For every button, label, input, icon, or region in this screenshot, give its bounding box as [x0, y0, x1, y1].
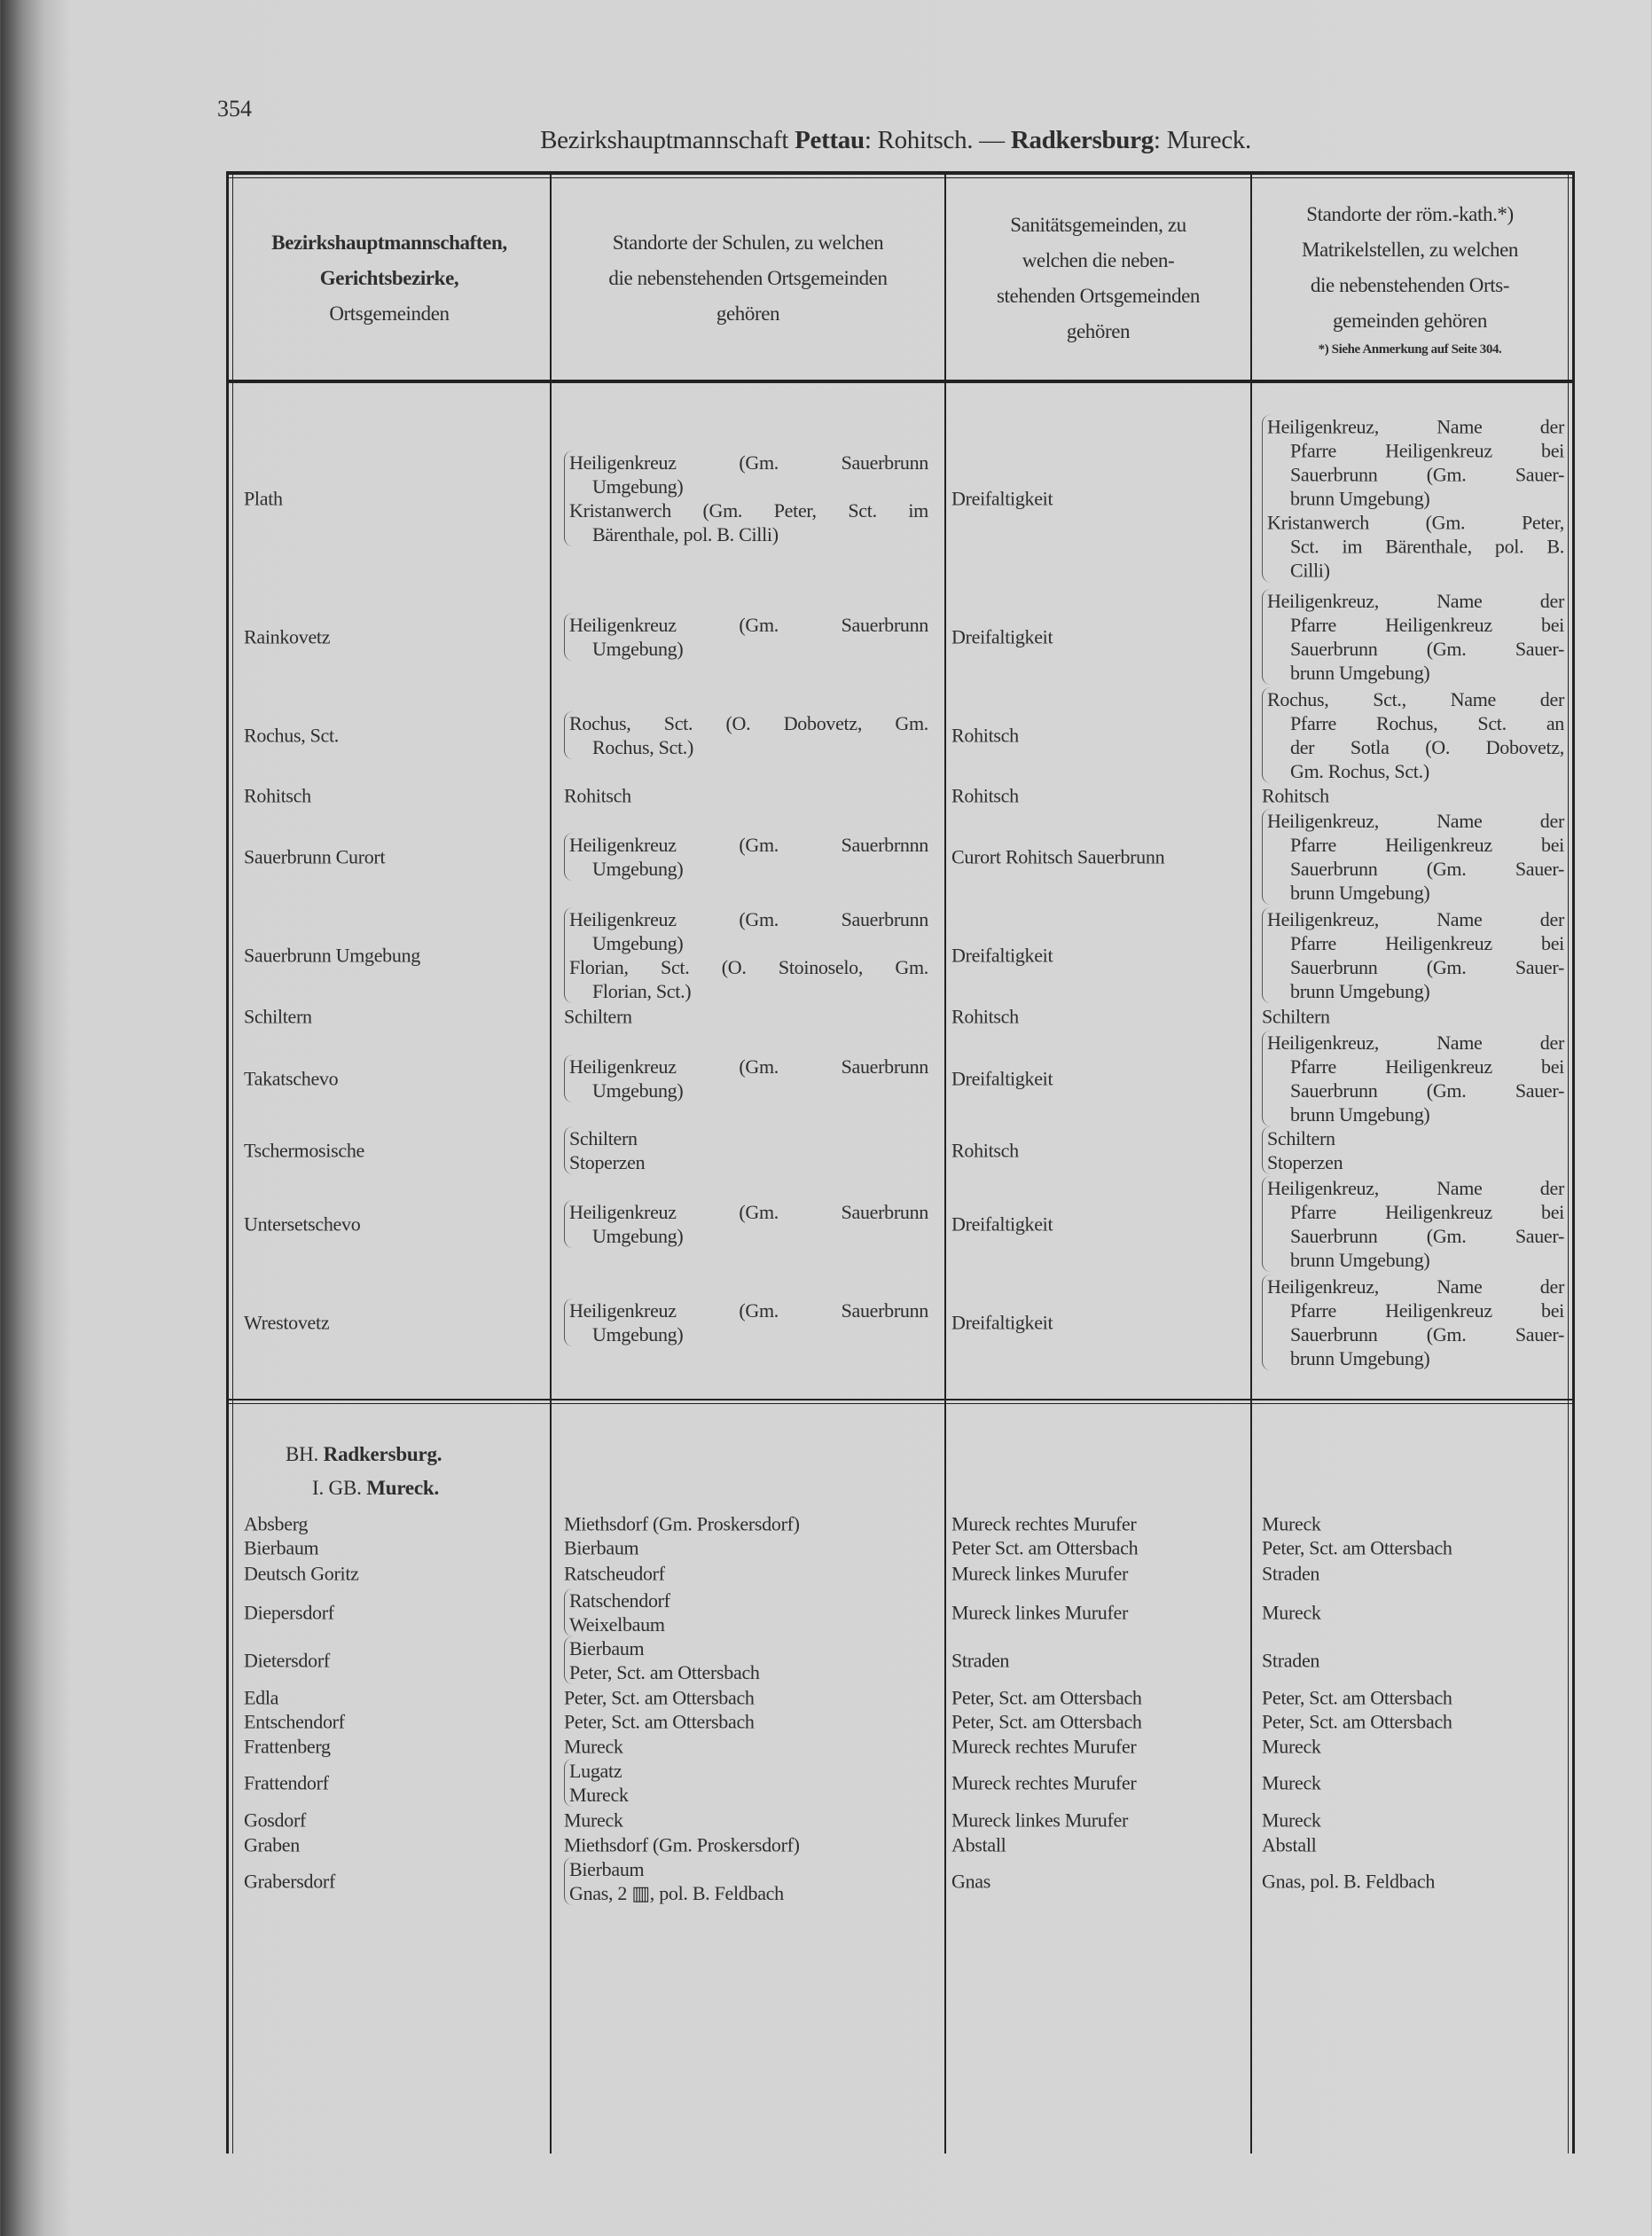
sanitary-line: Rohitsch	[951, 1005, 1019, 1028]
sanitary-line: Peter, Sct. am Ottersbach	[951, 1686, 1142, 1709]
schools-cell	[564, 833, 928, 881]
row-name: Gosdorf	[244, 1808, 307, 1832]
parish-line: brunn Umgebung)	[1290, 1249, 1430, 1271]
schools-line: Heiligenkreuz (Gm. Sauerbrunn	[569, 1299, 928, 1322]
schools-line: Mureck	[564, 1735, 623, 1758]
schools-line: Heiligenkreuz (Gm. Sauerbrnnn	[569, 834, 928, 856]
schools-line: Bierbaum	[569, 1858, 645, 1880]
sanitary-cell	[951, 625, 1053, 649]
row-name: Sauerbrunn Curort	[244, 845, 386, 868]
sanitary-cell	[951, 724, 1019, 748]
sanitary-cell	[951, 1601, 1128, 1625]
sanitary-cell	[951, 784, 1019, 808]
parish-line: Peter, Sct. am Ottersbach	[1262, 1536, 1452, 1559]
row-name: Schiltern	[244, 1005, 312, 1028]
sanitary-line: Mureck linkes Murufer	[951, 1601, 1128, 1624]
schools-line: Umgebung)	[592, 638, 684, 660]
header-line: Ortsgemeinden	[329, 302, 450, 325]
sanitary-cell	[951, 1771, 1136, 1795]
parish-line: der Sotla (O. Dobovetz,	[1290, 736, 1564, 758]
parish-line: Heiligenkreuz, Name der	[1267, 908, 1564, 930]
header-line: Matrikelstellen, zu welchen	[1301, 239, 1519, 261]
sanitary-line: Dreifaltigkeit	[951, 944, 1053, 967]
table-right-rule-thin	[1568, 171, 1569, 2154]
schools-cell	[564, 1686, 755, 1710]
schools-line: Peter, Sct. am Ottersbach	[564, 1710, 755, 1733]
parish-line: Peter, Sct. am Ottersbach	[1262, 1686, 1452, 1709]
schools-line: Ratscheudorf	[564, 1562, 665, 1585]
schools-line: Rohitsch	[564, 784, 631, 807]
header-line: welchen die neben-	[1022, 249, 1175, 271]
schools-line: Kristanwerch (Gm. Peter, Sct. im	[569, 499, 928, 522]
sanitary-line: Straden	[951, 1649, 1010, 1672]
row-name: Deutsch Goritz	[244, 1562, 359, 1585]
row-name: Edla	[244, 1686, 279, 1709]
district-prefix: BH.	[286, 1443, 324, 1465]
sanitary-cell	[951, 1067, 1053, 1091]
parish-cell	[1262, 1735, 1321, 1759]
parish-cell	[1262, 1536, 1452, 1560]
sanitary-line: Peter, Sct. am Ottersbach	[951, 1710, 1142, 1733]
parish-line: Schiltern	[1267, 1127, 1335, 1149]
schools-cell	[564, 1200, 928, 1248]
schools-cell	[564, 1126, 928, 1174]
sanitary-line: Mureck rechtes Murufer	[951, 1735, 1137, 1758]
district-name: Radkersburg.	[323, 1443, 442, 1465]
parish-cell	[1262, 1562, 1319, 1586]
header-bottom-rule	[226, 380, 1574, 383]
row-name: Tschermosische	[244, 1139, 364, 1162]
header-footnote: *) Siehe Anmerkung auf Seite 304.	[1318, 342, 1502, 357]
parish-line: Sauerbrunn (Gm. Sauer-	[1290, 1079, 1564, 1102]
schools-line: Ratschendorf	[569, 1589, 670, 1612]
sanitary-line: Dreifaltigkeit	[951, 1311, 1053, 1334]
parish-line: brunn Umgebung)	[1290, 980, 1430, 1002]
parish-line: Stoperzen	[1267, 1151, 1343, 1173]
parish-line: Heiligenkreuz, Name der	[1267, 1177, 1564, 1199]
schools-line: Heiligenkreuz (Gm. Sauerbrunn	[569, 1055, 928, 1078]
sanitary-line: Curort Rohitsch Sauerbrunn	[951, 845, 1165, 868]
section-rule-thin	[226, 1403, 1574, 1404]
sanitary-cell	[951, 1139, 1019, 1163]
parish-line: Pfarre Heiligenkreuz bei	[1290, 439, 1564, 462]
title-pettau: Pettau	[795, 126, 865, 154]
parish-line: Sauerbrunn (Gm. Sauer-	[1290, 638, 1564, 660]
sanitary-line: Abstall	[951, 1833, 1006, 1856]
schools-cell	[564, 1298, 928, 1346]
parish-cell	[1262, 1126, 1564, 1174]
header-line: gemeinden gehören	[1333, 310, 1487, 332]
parish-cell	[1262, 1512, 1321, 1536]
parish-line: Mureck	[1262, 1735, 1321, 1758]
sanitary-line: Dreifaltigkeit	[951, 1067, 1053, 1090]
schools-cell	[564, 711, 928, 759]
sanitary-cell	[951, 1212, 1053, 1236]
parish-cell	[1262, 1710, 1452, 1734]
section-rule	[226, 1399, 1574, 1400]
schools-line: Umgebung)	[592, 858, 684, 880]
parish-line: brunn Umgebung)	[1290, 487, 1430, 510]
sanitary-line: Rohitsch	[951, 1139, 1019, 1162]
sanitary-cell	[951, 1710, 1142, 1734]
schools-line: Rochus, Sct. (O. Dobovetz, Gm.	[569, 712, 928, 734]
parish-line: Rochus, Sct., Name der	[1267, 688, 1564, 710]
row-name: Frattenberg	[244, 1735, 331, 1758]
sanitary-cell	[951, 487, 1053, 511]
schools-line: Heiligenkreuz (Gm. Sauerbrunn	[569, 1201, 928, 1223]
schools-line: Mureck	[569, 1784, 629, 1806]
running-title	[0, 126, 1652, 155]
row-name: Dietersdorf	[244, 1649, 330, 1672]
court-heading	[312, 1477, 439, 1500]
parish-cell	[1262, 784, 1329, 808]
table-left-rule-thin	[232, 171, 233, 2154]
parish-cell	[1262, 1275, 1564, 1370]
parish-line: Mureck	[1262, 1601, 1321, 1624]
sanitary-cell	[951, 1536, 1138, 1560]
schools-line: Florian, Sct. (O. Stoinoselo, Gm.	[569, 956, 928, 978]
table-top-rule	[226, 171, 1574, 175]
title-end: : Mureck.	[1153, 126, 1251, 154]
column-rule	[550, 175, 552, 2154]
schools-cell	[564, 1710, 755, 1734]
sanitary-line: Mureck rechtes Murufer	[951, 1771, 1137, 1794]
parish-line: Pfarre Heiligenkreuz bei	[1290, 1299, 1564, 1322]
row-name: Untersetschevo	[244, 1212, 361, 1236]
parish-line: Cilli)	[1290, 559, 1330, 582]
schools-line: Peter, Sct. am Ottersbach	[569, 1661, 760, 1683]
schools-cell	[564, 1589, 928, 1636]
parish-line: Mureck	[1262, 1512, 1321, 1535]
parish-cell	[1262, 415, 1564, 583]
parish-line: Pfarre Heiligenkreuz bei	[1290, 1201, 1564, 1223]
parish-cell	[1262, 1808, 1321, 1832]
schools-line: Bierbaum	[569, 1637, 645, 1659]
schools-cell	[564, 1808, 623, 1832]
row-name: Plath	[244, 487, 283, 510]
parish-line: Heiligenkreuz, Name der	[1267, 590, 1564, 612]
schools-cell	[564, 1536, 638, 1560]
parish-line: Straden	[1262, 1562, 1320, 1585]
page-number: 354	[217, 96, 252, 122]
sanitary-line: Gnas	[951, 1870, 991, 1893]
schools-cell	[564, 1833, 800, 1857]
header-line: Bezirkshauptmannschaften,	[271, 231, 507, 254]
parish-cell	[1262, 1771, 1321, 1795]
schools-line: Weixelbaum	[569, 1613, 665, 1636]
parish-line: Heiligenkreuz, Name der	[1267, 1275, 1564, 1298]
parish-cell	[1262, 1005, 1330, 1029]
header-line: die nebenstehenden Ortsgemeinden	[608, 267, 888, 289]
column-rule	[944, 175, 946, 2154]
sanitary-line: Dreifaltigkeit	[951, 1212, 1053, 1236]
parish-cell	[1262, 1870, 1435, 1894]
header-line: stehenden Ortsgemeinden	[996, 285, 1201, 307]
parish-cell	[1262, 809, 1564, 905]
court-prefix: I. GB.	[312, 1477, 367, 1499]
parish-cell	[1262, 687, 1564, 783]
schools-line: Heiligenkreuz (Gm. Sauerbrunn	[569, 614, 928, 636]
sanitary-line: Dreifaltigkeit	[951, 487, 1053, 510]
parish-line: Sct. im Bärenthale, pol. B.	[1290, 535, 1564, 558]
schools-line: Gnas, 2 ▥, pol. B. Feldbach	[569, 1882, 784, 1904]
sanitary-line: Rohitsch	[951, 724, 1019, 747]
row-name: Grabersdorf	[244, 1870, 335, 1893]
header-line: Sanitätsgemeinden, zu	[1010, 214, 1186, 236]
parish-line: Pfarre Heiligenkreuz bei	[1290, 1055, 1564, 1078]
schools-cell	[564, 1759, 928, 1807]
header-col-parish	[1252, 177, 1568, 380]
schools-cell	[564, 613, 928, 661]
parish-cell	[1262, 1031, 1564, 1126]
sanitary-cell	[951, 1870, 990, 1894]
schools-line: Peter, Sct. am Ottersbach	[564, 1686, 755, 1709]
schools-line: Mureck	[564, 1808, 623, 1832]
header-col-sanitary	[946, 177, 1250, 380]
parish-line: Sauerbrunn (Gm. Sauer-	[1290, 463, 1564, 486]
parish-line: Heiligenkreuz, Name der	[1267, 415, 1564, 438]
sanitary-line: Rohitsch	[951, 784, 1019, 807]
row-name: Wrestovetz	[244, 1311, 330, 1334]
schools-line: Miethsdorf (Gm. Proskersdorf)	[564, 1833, 800, 1856]
schools-cell	[564, 784, 631, 808]
header-line: gehören	[1066, 320, 1131, 342]
parish-line: Peter, Sct. am Ottersbach	[1262, 1710, 1452, 1733]
schools-line: Umgebung)	[592, 1323, 684, 1346]
row-name: Entschendorf	[244, 1710, 345, 1733]
court-name: Mureck.	[366, 1477, 440, 1499]
title-mid: : Rohitsch. —	[864, 126, 1011, 154]
row-name: Frattendorf	[244, 1771, 329, 1794]
parish-line: Gm. Rochus, Sct.)	[1290, 760, 1429, 782]
schools-cell	[564, 1055, 928, 1102]
sanitary-cell	[951, 1649, 1009, 1673]
parish-line: Mureck	[1262, 1771, 1321, 1794]
parish-cell	[1262, 1649, 1319, 1673]
schools-cell	[564, 1512, 800, 1536]
header-line: Standorte der Schulen, zu welchen	[612, 231, 884, 254]
sanitary-line: Mureck linkes Murufer	[951, 1562, 1128, 1585]
sanitary-line: Mureck linkes Murufer	[951, 1808, 1128, 1832]
row-name: Rohitsch	[244, 784, 311, 807]
sanitary-cell	[951, 1512, 1136, 1536]
schools-cell	[564, 1005, 632, 1029]
parish-line: Rohitsch	[1262, 784, 1329, 807]
header-line: die nebenstehenden Orts-	[1310, 274, 1510, 296]
schools-line: Umgebung)	[592, 475, 684, 498]
row-name: Absberg	[244, 1512, 309, 1535]
header-col-schools	[552, 177, 944, 380]
schools-line: Heiligenkreuz (Gm. Sauerbrunn	[569, 908, 928, 930]
table-left-rule	[226, 171, 229, 2154]
parish-line: Straden	[1262, 1649, 1320, 1672]
district-heading	[286, 1443, 442, 1466]
schools-line: Florian, Sct.)	[592, 980, 692, 1002]
title-radkersburg: Radkersburg	[1010, 126, 1154, 154]
parish-line: Heiligenkreuz, Name der	[1267, 1032, 1564, 1054]
title-prefix: Bezirkshauptmannschaft	[540, 126, 795, 154]
parish-line: brunn Umgebung)	[1290, 1347, 1430, 1369]
schools-line: Schiltern	[569, 1127, 638, 1149]
schools-line: Umgebung)	[592, 1079, 684, 1102]
parish-cell	[1262, 907, 1564, 1003]
column-rule	[1250, 175, 1252, 2154]
schools-line: Bierbaum	[564, 1536, 639, 1559]
sanitary-cell	[951, 944, 1053, 968]
parish-line: Mureck	[1262, 1808, 1321, 1832]
schools-cell	[564, 1735, 623, 1759]
sanitary-cell	[951, 1686, 1142, 1710]
schools-line: Bärenthale, pol. B. Cilli)	[592, 523, 779, 545]
row-name: Rainkovetz	[244, 625, 331, 648]
schools-line: Heiligenkreuz (Gm. Sauerbrunn	[569, 451, 928, 474]
parish-line: Pfarre Rochus, Sct. an	[1290, 712, 1564, 734]
schools-line: Umgebung)	[592, 1225, 684, 1247]
parish-cell	[1262, 1601, 1321, 1625]
parish-line: Sauerbrunn (Gm. Sauer-	[1290, 858, 1564, 880]
parish-line: Pfarre Heiligenkreuz bei	[1290, 834, 1564, 856]
parish-line: Sauerbrunn (Gm. Sauer-	[1290, 956, 1564, 978]
row-name: Graben	[244, 1833, 300, 1856]
row-name: Takatschevo	[244, 1067, 339, 1090]
sanitary-line: Dreifaltigkeit	[951, 625, 1053, 648]
sanitary-line: Peter Sct. am Ottersbach	[951, 1536, 1139, 1559]
sanitary-cell	[951, 1735, 1136, 1759]
parish-line: brunn Umgebung)	[1290, 1103, 1430, 1126]
row-name: Rochus, Sct.	[244, 724, 340, 747]
table-right-rule	[1572, 171, 1575, 2154]
sanitary-cell	[951, 1808, 1128, 1832]
row-name: Bierbaum	[244, 1536, 319, 1559]
schools-cell	[564, 907, 928, 1003]
parish-line: brunn Umgebung)	[1290, 882, 1430, 904]
parish-line: Pfarre Heiligenkreuz bei	[1290, 932, 1564, 954]
parish-line: Sauerbrunn (Gm. Sauer-	[1290, 1225, 1564, 1247]
schools-line: Miethsdorf (Gm. Proskersdorf)	[564, 1512, 800, 1535]
parish-line: Kristanwerch (Gm. Peter,	[1267, 511, 1564, 534]
schools-cell	[564, 1857, 928, 1905]
header-line: Standorte der röm.-kath.*)	[1306, 203, 1514, 225]
parish-cell	[1262, 589, 1564, 685]
parish-cell	[1262, 1833, 1316, 1857]
schools-line: Lugatz	[569, 1760, 622, 1782]
schools-cell	[564, 451, 928, 546]
parish-line: Pfarre Heiligenkreuz bei	[1290, 614, 1564, 636]
schools-line: Umgebung)	[592, 932, 684, 954]
sanitary-cell	[951, 1833, 1006, 1857]
parish-line: Heiligenkreuz, Name der	[1267, 810, 1564, 832]
schools-cell	[564, 1562, 665, 1586]
header-line: gehören	[716, 302, 780, 325]
parish-cell	[1262, 1686, 1452, 1710]
row-name: Sauerbrunn Umgebung	[244, 944, 420, 967]
sanitary-cell	[951, 1311, 1053, 1335]
parish-cell	[1262, 1176, 1564, 1272]
schools-line: Stoperzen	[569, 1151, 646, 1173]
schools-line: Rochus, Sct.)	[592, 736, 694, 758]
header-line: Gerichtsbezirke,	[319, 267, 459, 289]
parish-line: Gnas, pol. B. Feldbach	[1262, 1870, 1436, 1893]
sanitary-cell	[951, 845, 1164, 869]
parish-line: Abstall	[1262, 1833, 1317, 1856]
sanitary-cell	[951, 1562, 1128, 1586]
parish-line: Sauerbrunn (Gm. Sauer-	[1290, 1323, 1564, 1346]
schools-cell	[564, 1636, 928, 1684]
sanitary-line: Mureck rechtes Murufer	[951, 1512, 1137, 1535]
parish-line: Schiltern	[1262, 1005, 1330, 1028]
row-name: Diepersdorf	[244, 1601, 334, 1624]
sanitary-cell	[951, 1005, 1019, 1029]
header-col-districts	[229, 177, 550, 380]
schools-line: Schiltern	[564, 1005, 632, 1028]
parish-line: brunn Umgebung)	[1290, 662, 1430, 684]
